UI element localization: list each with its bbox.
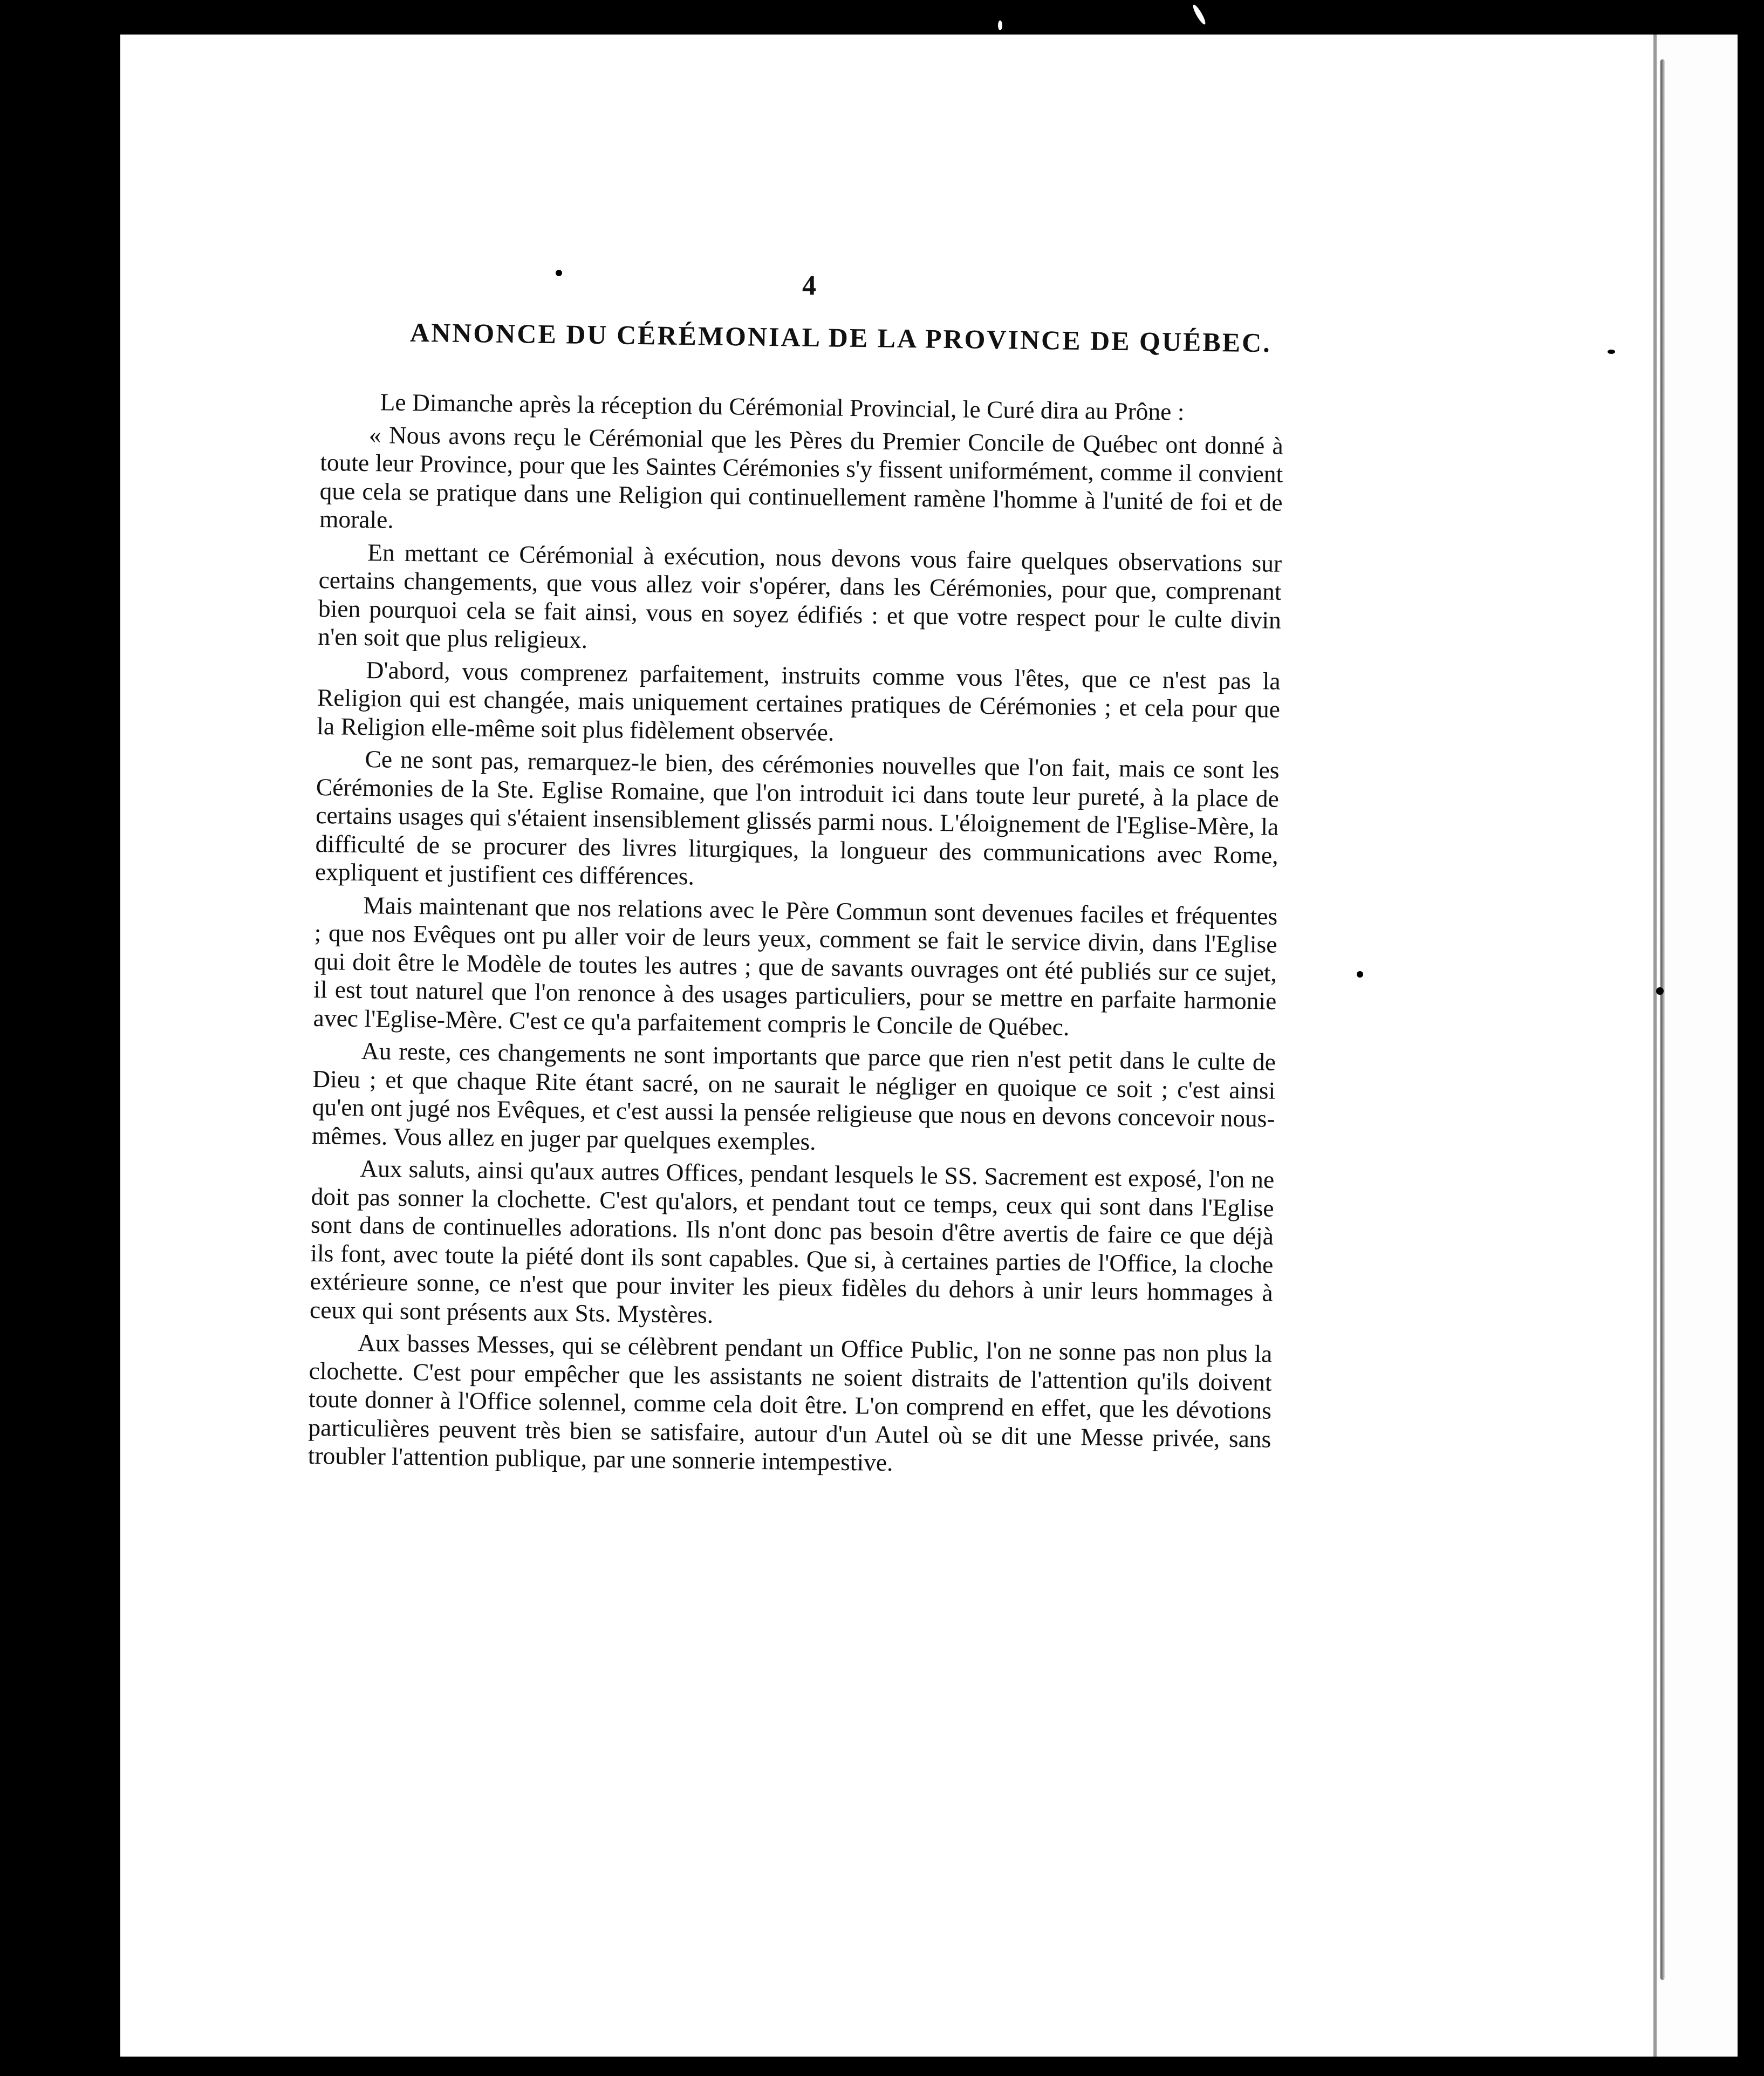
scan-speck: [1608, 350, 1615, 354]
paragraph: D'abord, vous comprenez parfaitement, instruits comme vous l'êtes, que ce n'est pas la Religion qui est changée, mais uniquement certaines pratiques de Cérémonies ; et cela pour que la Religion elle-même soit plus fidèlement observée.: [317, 655, 1281, 746]
paragraph: Le Dimanche après la réception du Cérémonial Provincial, le Curé dira au Prône :: [380, 388, 1185, 426]
page-number: 4: [802, 270, 816, 301]
scan-speck: [556, 270, 562, 276]
paragraph: Ce ne sont pas, remarquez-le bien, des cérémonies nouvelles que l'on fait, mais ce sont les Cérémonies de la Ste. Eglise Romaine, que l'on introduit ici dans toute leur pureté, à la place de certains usages qui s'étaient insensiblement glissés parmi nous. L'éloignement de l'Eglise-Mère, la difficulté de se procurer des livres liturgiques, la longueur des communications avec Rome, expliquent et justifient ces différences.: [314, 745, 1280, 890]
scan-speck: [1357, 971, 1363, 978]
paragraph: « Nous avons reçu le Cérémonial que les Pères du Premier Concile de Québec ont donné à toute leur Province, pour que les Saintes Cérémonies s'y fissent uniformément, comme il convient que cela se pratique dans une Religion qui continuellement ramène l'homme à l'unité de foi et de morale.: [319, 420, 1284, 534]
scan-speck: [1656, 987, 1664, 995]
paragraph: Mais maintenant que nos relations avec le Père Commun sont devenues faciles et fréquentes ; que nos Evêques ont pu aller voir de leurs yeux, comment se fait le service divin, dans l'Eglise qui doit être le Modèle de toutes les autres ; que de savants ouvrages ont été publiés sur ce sujet, il est tout naturel que l'on renonce à des usages particuliers, pour se mettre en parfaite harmonie avec l'Eglise-Mère. C'est ce qu'a parfaitement compris le Concile de Québec.: [313, 891, 1278, 1041]
paragraph: Aux saluts, ainsi qu'aux autres Offices, pendant lesquels le SS. Sacrement est exposé, l'on ne doit pas sonner la clochette. C'est qu'alors, et pendant tout ce temps, ceux qui sont dans l'Eglise sont dans de continuelles adorations. Ils n'ont donc pas besoin d'être avertis de faire ce que déjà ils font, avec toute la piété dont ils sont capables. Que si, à certaines parties de l'Office, la cloche extérieure sonne, ce n'est que pour inviter les pieux fidèles du dehors à unir leurs hommages à ceux qui sont présents aux Sts. Mystères.: [309, 1154, 1275, 1328]
paragraph: Aux basses Messes, qui se célèbrent pendant un Office Public, l'on ne sonne pas non plus la clochette. C'est pour empêcher que les assistants ne soient distraits de l'attention qu'ils doivent toute donner à l'Office solennel, comme cela doit être. L'on comprend en effet, que les dévotions particulières peuvent très bien se satisfaire, autour d'un Autel où se dit une Messe privée, sans troubler l'attention publique, par une sonnerie intempestive.: [307, 1328, 1273, 1477]
body-text: [307, 387, 1283, 1486]
scan-speck: [1191, 3, 1207, 25]
paragraph: Au reste, ces changements ne sont importants que parce que rien n'est petit dans le culte de Dieu ; et que chaque Rite étant sacré, on ne saurait le négliger en quoique ce soit ; c'est ainsi qu'en ont jugé nos Evêques, et c'est aussi la pensée religieuse que nous en devons concevoir nous-mêmes. Vous allez en juger par quelques exemples.: [311, 1037, 1276, 1155]
binding-line: [1660, 59, 1665, 1980]
paragraph: En mettant ce Cérémonial à exécution, nous devons vous faire quelques observations sur certains changements, que vous allez voir s'opérer, dans les Cérémonies, pour que, comprenant bien pourquoi cela se fait ainsi, vous en soyez édifiés : et que votre respect pour le culte divin n'en soit que plus religieux.: [318, 538, 1282, 654]
page-title: ANNONCE DU CÉRÉMONIAL DE LA PROVINCE DE QUÉBEC.: [409, 317, 1271, 358]
scan-speck: [172, 111, 177, 116]
scan-speck: [998, 21, 1002, 30]
page-edge: [1653, 35, 1738, 2057]
